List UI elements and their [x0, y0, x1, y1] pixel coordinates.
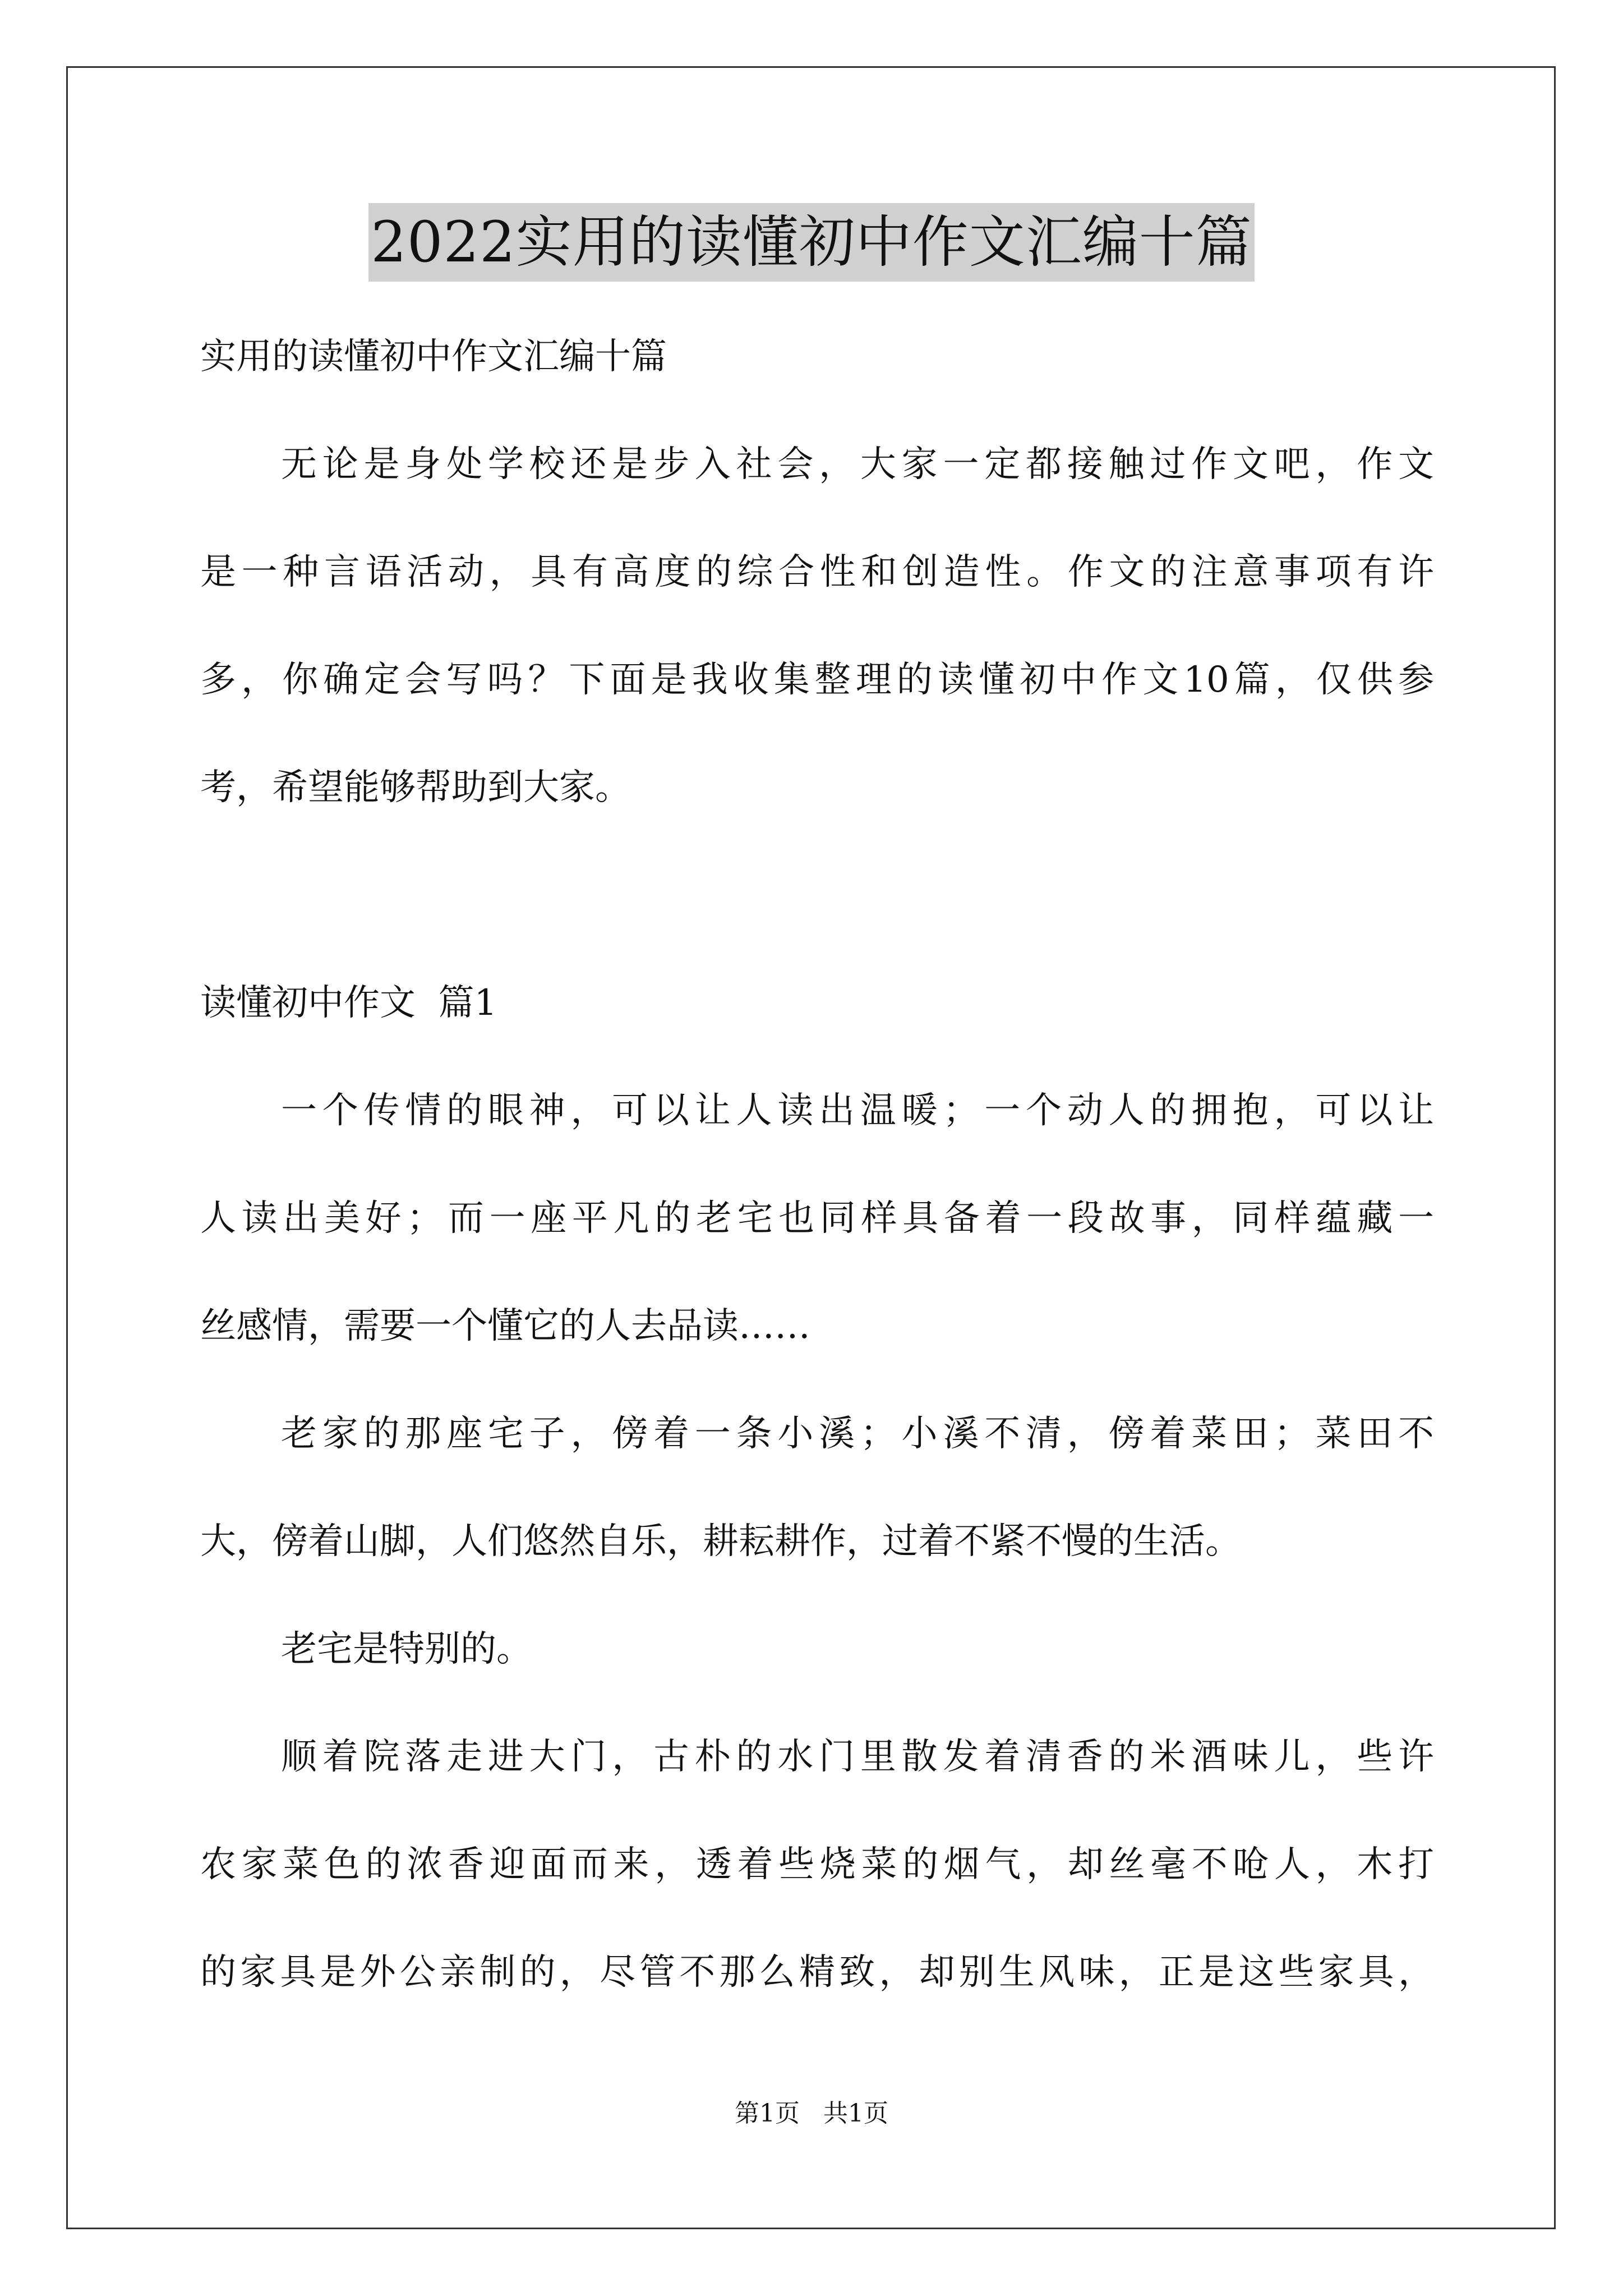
document-body — [200, 303, 1434, 2026]
body-line: 顺着院落走进大门，古朴的水门里散发着清香的米酒味儿，些许 — [281, 1736, 1434, 1778]
body-line: 人读出美好；而一座平凡的老宅也同样具备着一段故事，同样蕴藏一 — [200, 1198, 1434, 1239]
intro-line: 多，你确定会写吗？下面是我收集整理的读懂初中作文10篇，仅供参 — [200, 659, 1434, 701]
body-line: 农家菜色的浓香迎面而来，透着些烧菜的烟气，却丝毫不呛人，木打 — [200, 1844, 1434, 1885]
body-line: 老家的那座宅子，傍着一条小溪；小溪不清，傍着菜田；菜田不 — [281, 1413, 1434, 1455]
body-line: 一个传情的眼神，可以让人读出温暖；一个动人的拥抱，可以让 — [281, 1090, 1434, 1131]
section-heading: 读懂初中作文 篇1 — [200, 982, 497, 1024]
body-line: 的家具是外公亲制的，尽管不那么精致，却别生风味，正是这些家具， — [200, 1952, 1434, 1993]
body-line: 丝感情，需要一个懂它的人去品读…… — [200, 1305, 810, 1347]
intro-line: 无论是身处学校还是步入社会，大家一定都接触过作文吧，作文 — [281, 444, 1434, 485]
paragraph-gap — [200, 841, 1434, 949]
body-line: 大，傍着山脚，人们悠然自乐，耕耘耕作，过着不紧不慢的生活。 — [200, 1521, 1241, 1562]
body-line: 老宅是特别的。 — [281, 1628, 532, 1670]
intro-line: 考，希望能够帮助到大家。 — [200, 767, 631, 808]
intro-line: 是一种言语活动，具有高度的综合性和创造性。作文的注意事项有许 — [200, 551, 1434, 593]
title-container — [0, 203, 1623, 282]
page-footer: 第1页 共1页 — [735, 2099, 888, 2128]
document-title: 2022实用的读懂初中作文汇编十篇 — [368, 203, 1255, 282]
subtitle: 实用的读懂初中作文汇编十篇 — [200, 336, 667, 378]
